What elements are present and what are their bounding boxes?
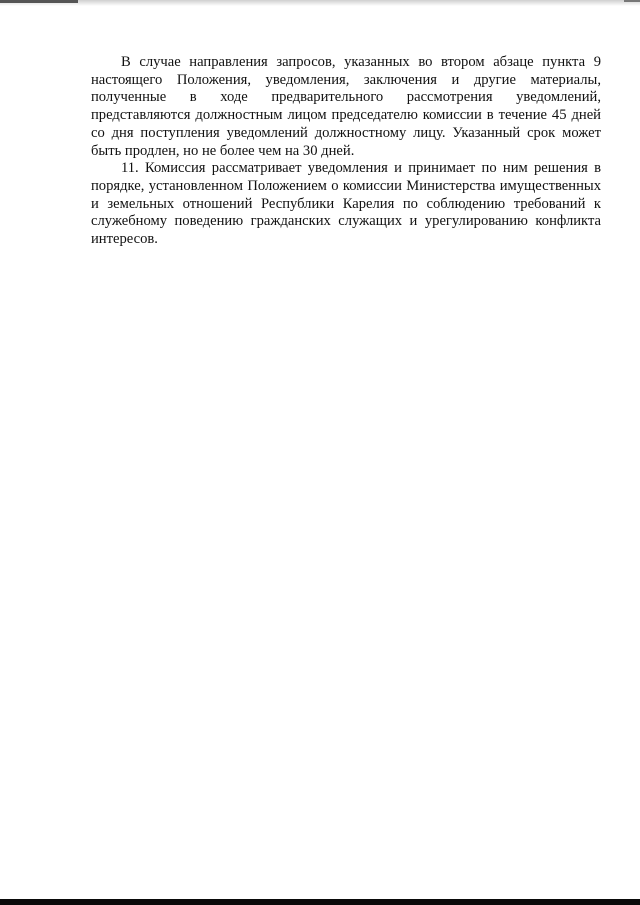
document-body [91, 54, 601, 249]
scan-top-mark [0, 0, 78, 3]
scan-bottom-edge [0, 899, 640, 905]
paragraph-11-commission-review: 11. Комиссия рассматривает уведомления и принимает по ним решения в порядке, установленном Положением о комиссии Министерства имущественных и земельных отношений Республики Карелия по соблюдению требований к служебному поведению гражданских служащих и урегулированию конфликта интересов. [91, 160, 601, 248]
paragraph-request-deadline: В случае направления запросов, указанных во втором абзаце пункта 9 настоящего Положения, уведомления, заключения и другие материалы, полученные в ходе предварительного рассмотрения уведомлений, представляются должностным лицом председателю комиссии в течение 45 дней со дня поступления уведомлений должностному лицу. Указанный срок может быть продлен, но не более чем на 30 дней. [91, 54, 601, 159]
scan-top-edge [0, 0, 640, 6]
scan-right-mark [624, 0, 640, 2]
